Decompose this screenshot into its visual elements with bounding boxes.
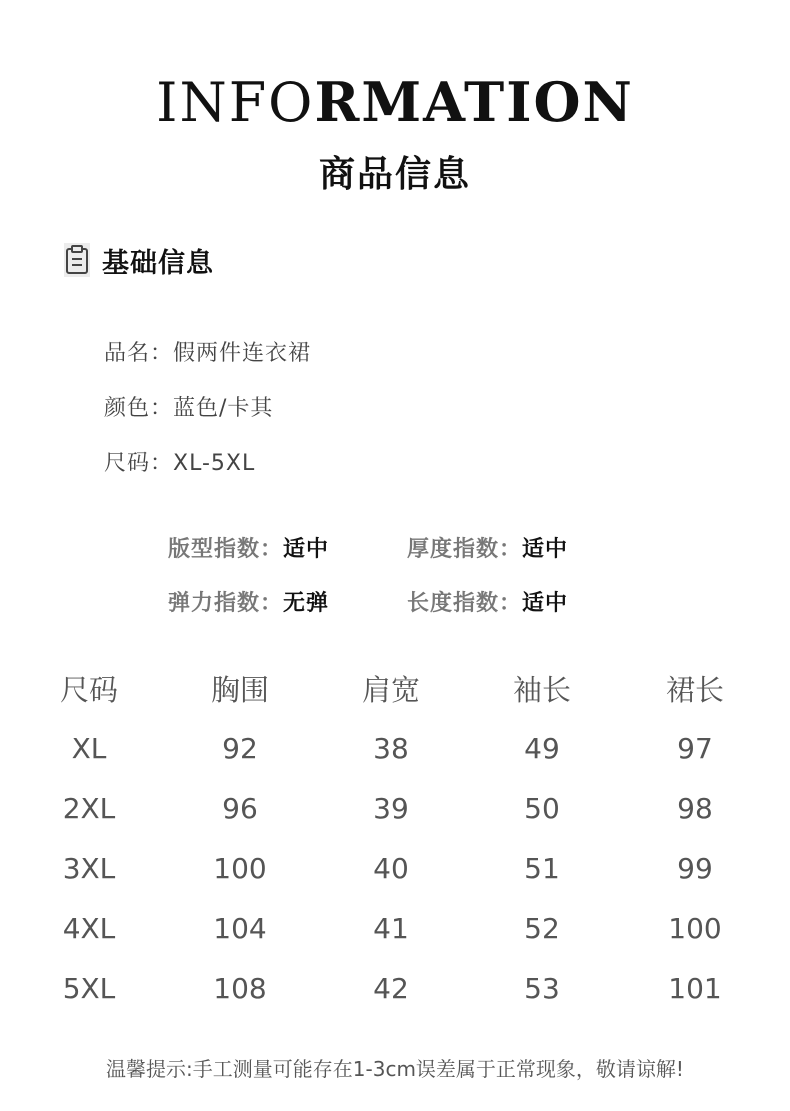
table-cell: 2XL [62,792,116,825]
basic-info-label: 尺码： [104,451,174,476]
table-cell: 104 [213,912,267,945]
table-cell: 101 [668,972,722,1005]
fit-index-label: 版型指数： [168,537,284,562]
page-title-english [0,70,790,134]
table-cell: 49 [524,732,560,765]
basic-info-size [104,446,255,477]
basic-info-label: 品名： [104,341,174,366]
table-cell: 100 [668,912,722,945]
table-cell: 96 [222,792,258,825]
table-cell: 98 [677,792,713,825]
table-header-cell: 尺码 [59,673,118,707]
section-title: 基础信息 [102,247,214,279]
table-cell: 4XL [62,912,116,945]
table-cell: 99 [677,852,713,885]
table-row [0,972,790,1018]
table-cell: 53 [524,972,560,1005]
thickness-index-label: 厚度指数： [407,537,523,562]
table-cell: 5XL [62,972,116,1005]
table-cell: 50 [524,792,560,825]
length-index-label: 长度指数： [407,591,523,616]
table-cell: 3XL [62,852,116,885]
table-cell: 108 [213,972,267,1005]
table-cell: XL [71,732,107,765]
table-header-row [0,668,790,714]
table-cell: 97 [677,732,713,765]
table-row [0,912,790,958]
table-cell: 52 [524,912,560,945]
table-cell: 42 [373,972,409,1005]
table-cell: 38 [373,732,409,765]
fit-index-value: 适中 [283,537,330,562]
fit-index [168,532,329,563]
table-cell: 100 [213,852,267,885]
basic-info-name [104,336,311,367]
basic-info-color [104,391,273,422]
elasticity-index-value: 无弹 [283,591,330,616]
table-row [0,852,790,898]
elasticity-index-label: 弹力指数： [168,591,284,616]
measurement-disclaimer: 温馨提示:手工测量可能存在1-3cm误差属于正常现象，敬请谅解! [106,1057,684,1081]
thickness-index [407,532,568,563]
table-header-cell: 袖长 [512,673,571,707]
thickness-index-value: 适中 [522,537,569,562]
table-row [0,732,790,778]
table-cell: 51 [524,852,560,885]
length-index-value: 适中 [522,591,569,616]
table-cell: 39 [373,792,409,825]
title-en-thin-part: INFO [156,71,315,134]
table-row [0,792,790,838]
basic-info-label: 颜色： [104,396,174,421]
elasticity-index [168,586,329,617]
table-header-cell: 肩宽 [361,673,420,707]
basic-info-value: 假两件连衣裙 [173,341,312,366]
table-cell: 40 [373,852,409,885]
table-cell: 92 [222,732,258,765]
page-title-chinese: 商品信息 [318,154,471,195]
basic-info-value: 蓝色/卡其 [173,396,274,421]
table-header-cell: 胸围 [210,673,269,707]
basic-info-value: XL-5XL [173,451,256,476]
section-header [62,240,214,280]
length-index [407,586,568,617]
table-header-cell: 裙长 [665,673,724,707]
clipboard-icon [62,243,92,277]
title-en-bold-part: RMATION [314,70,634,134]
table-cell: 41 [373,912,409,945]
